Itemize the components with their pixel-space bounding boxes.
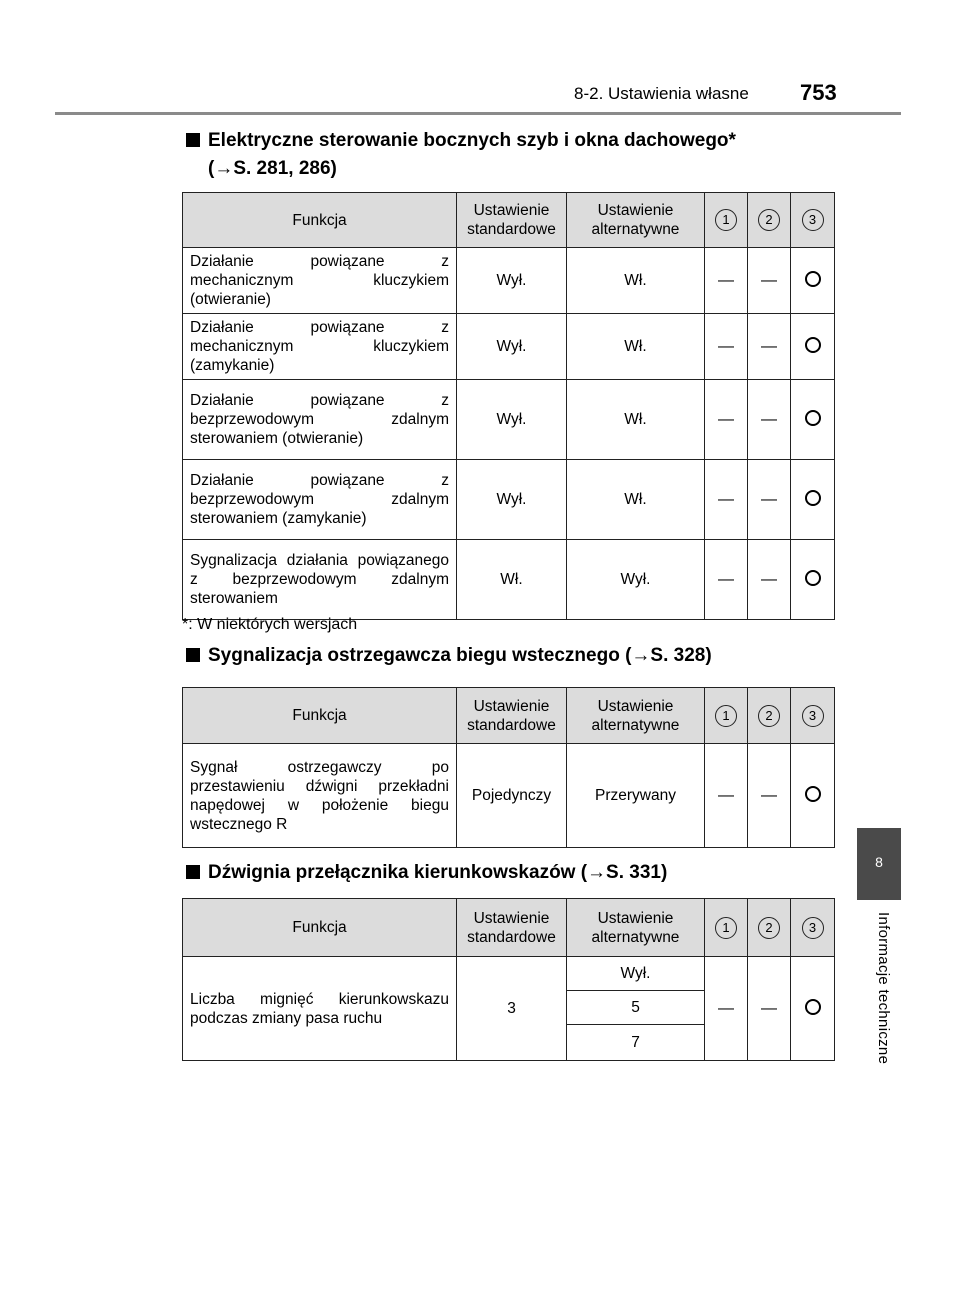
- header-divider: [55, 112, 901, 115]
- cell-alternative: 7: [567, 1025, 705, 1061]
- col-header-3: [791, 688, 835, 744]
- col-header-2: [748, 193, 791, 248]
- cell-function: Działanie powiązane z mechanicznym kluczykiem (zamykanie): [183, 314, 457, 380]
- section-title-text: Elektryczne sterowanie bocznych szyb i okna dachowego*: [208, 130, 736, 151]
- col-header-default: Ustawienie standardowe: [457, 899, 567, 957]
- col-header-alternative: Ustawienie alternatywne: [567, 193, 705, 248]
- cell-mode-1: —: [705, 314, 748, 380]
- col-header-3: [791, 193, 835, 248]
- cell-alternative: 5: [567, 991, 705, 1025]
- cell-function: Działanie powiązane z bezprzewodowym zdalnym sterowaniem (otwieranie): [183, 380, 457, 460]
- cell-mode-2: —: [748, 314, 791, 380]
- circle-mark-icon: [805, 410, 821, 426]
- cell-alternative: Przerywany: [567, 744, 705, 848]
- cell-alternative: Wł.: [567, 460, 705, 540]
- circled-number-2-icon: 2: [758, 705, 780, 727]
- settings-table-windows: [182, 192, 835, 620]
- settings-table-reverse: [182, 687, 835, 848]
- circled-number-3-icon: 3: [802, 705, 824, 727]
- circled-number-1-icon: 1: [715, 209, 737, 231]
- square-bullet-icon: [186, 865, 200, 879]
- section-title-windows: [186, 127, 736, 183]
- cell-alternative: Wł.: [567, 314, 705, 380]
- circle-mark-icon: [805, 786, 821, 802]
- cell-mode-3: [791, 314, 835, 380]
- col-header-default: Ustawienie standardowe: [457, 193, 567, 248]
- cell-default: Wył.: [457, 460, 567, 540]
- chapter-number: 8: [875, 854, 883, 870]
- cell-default: Wył.: [457, 248, 567, 314]
- col-header-alternative: Ustawienie alternatywne: [567, 899, 705, 957]
- cell-mode-3: [791, 744, 835, 848]
- table-row: [183, 314, 835, 380]
- circled-number-2-icon: 2: [758, 209, 780, 231]
- square-bullet-icon: [186, 133, 200, 147]
- square-bullet-icon: [186, 648, 200, 662]
- cell-mode-2: —: [748, 744, 791, 848]
- cell-default: 3: [457, 957, 567, 1061]
- cell-function: Sygnał ostrzegawczy po przestawieniu dźwigni przekładni napędowej w położenie biegu wstecznego R: [183, 744, 457, 848]
- cell-mode-2: —: [748, 380, 791, 460]
- cell-mode-1: —: [705, 744, 748, 848]
- cell-mode-1: —: [705, 248, 748, 314]
- circle-mark-icon: [805, 271, 821, 287]
- cell-default: Pojedynczy: [457, 744, 567, 848]
- table-row: [183, 744, 835, 848]
- col-header-3: [791, 899, 835, 957]
- settings-table-turn-signal: [182, 898, 835, 1061]
- circle-mark-icon: [805, 999, 821, 1015]
- table-header-row: [183, 899, 835, 957]
- cell-mode-3: [791, 248, 835, 314]
- circled-number-2-icon: 2: [758, 917, 780, 939]
- cell-mode-3: [791, 460, 835, 540]
- cell-alternative: Wył.: [567, 957, 705, 991]
- table-row: [183, 380, 835, 460]
- table-row: [183, 248, 835, 314]
- col-header-alternative: Ustawienie alternatywne: [567, 688, 705, 744]
- table-header-row: [183, 193, 835, 248]
- page-number: 753: [800, 80, 837, 105]
- cell-mode-1: —: [705, 957, 748, 1061]
- col-header-2: [748, 688, 791, 744]
- table-row: [183, 957, 835, 991]
- cell-alternative: Wł.: [567, 248, 705, 314]
- col-header-function: Funkcja: [183, 193, 457, 248]
- table-row: [183, 540, 835, 620]
- section-title-text: Sygnalizacja ostrzegawcza biegu wstecznego (→S. 328): [208, 645, 712, 666]
- cell-default: Wył.: [457, 380, 567, 460]
- table-row: [183, 460, 835, 540]
- cell-mode-2: —: [748, 248, 791, 314]
- cell-function: Liczba mignięć kierunkowskazu podczas zmiany pasa ruchu: [183, 957, 457, 1061]
- col-header-default: Ustawienie standardowe: [457, 688, 567, 744]
- cell-mode-1: —: [705, 540, 748, 620]
- cell-default: Wył.: [457, 314, 567, 380]
- cell-mode-3: [791, 957, 835, 1061]
- cell-mode-3: [791, 380, 835, 460]
- cell-function: Działanie powiązane z bezprzewodowym zdalnym sterowaniem (zamykanie): [183, 460, 457, 540]
- cell-mode-3: [791, 540, 835, 620]
- circled-number-1-icon: 1: [715, 705, 737, 727]
- chapter-label: Informacje techniczne: [875, 912, 892, 1065]
- section-title-turn-signal: [186, 859, 667, 887]
- col-header-function: Funkcja: [183, 688, 457, 744]
- circled-number-1-icon: 1: [715, 917, 737, 939]
- cell-function: Działanie powiązane z mechanicznym kluczykiem (otwieranie): [183, 248, 457, 314]
- section-title-text: Dźwignia przełącznika kierunkowskazów (→S. 331): [208, 862, 668, 883]
- col-header-1: [705, 688, 748, 744]
- cell-mode-2: —: [748, 540, 791, 620]
- section-title-ref: (→S. 281, 286): [208, 158, 337, 179]
- section-heading: 8-2. Ustawienia własne: [574, 84, 749, 103]
- circle-mark-icon: [805, 337, 821, 353]
- circled-number-3-icon: 3: [802, 209, 824, 231]
- cell-mode-1: —: [705, 380, 748, 460]
- cell-alternative: Wył.: [567, 540, 705, 620]
- col-header-2: [748, 899, 791, 957]
- cell-function: Sygnalizacja działania powiązanego z bezprzewodowym zdalnym sterowaniem: [183, 540, 457, 620]
- chapter-tab: [857, 828, 901, 900]
- footnote: *: W niektórych wersjach: [182, 616, 358, 633]
- circle-mark-icon: [805, 570, 821, 586]
- section-title-reverse: [186, 642, 712, 670]
- table-header-row: [183, 688, 835, 744]
- circle-mark-icon: [805, 490, 821, 506]
- cell-mode-2: —: [748, 460, 791, 540]
- col-header-function: Funkcja: [183, 899, 457, 957]
- col-header-1: [705, 899, 748, 957]
- cell-default: Wł.: [457, 540, 567, 620]
- circled-number-3-icon: 3: [802, 917, 824, 939]
- col-header-1: [705, 193, 748, 248]
- cell-mode-2: —: [748, 957, 791, 1061]
- cell-alternative: Wł.: [567, 380, 705, 460]
- cell-mode-1: —: [705, 460, 748, 540]
